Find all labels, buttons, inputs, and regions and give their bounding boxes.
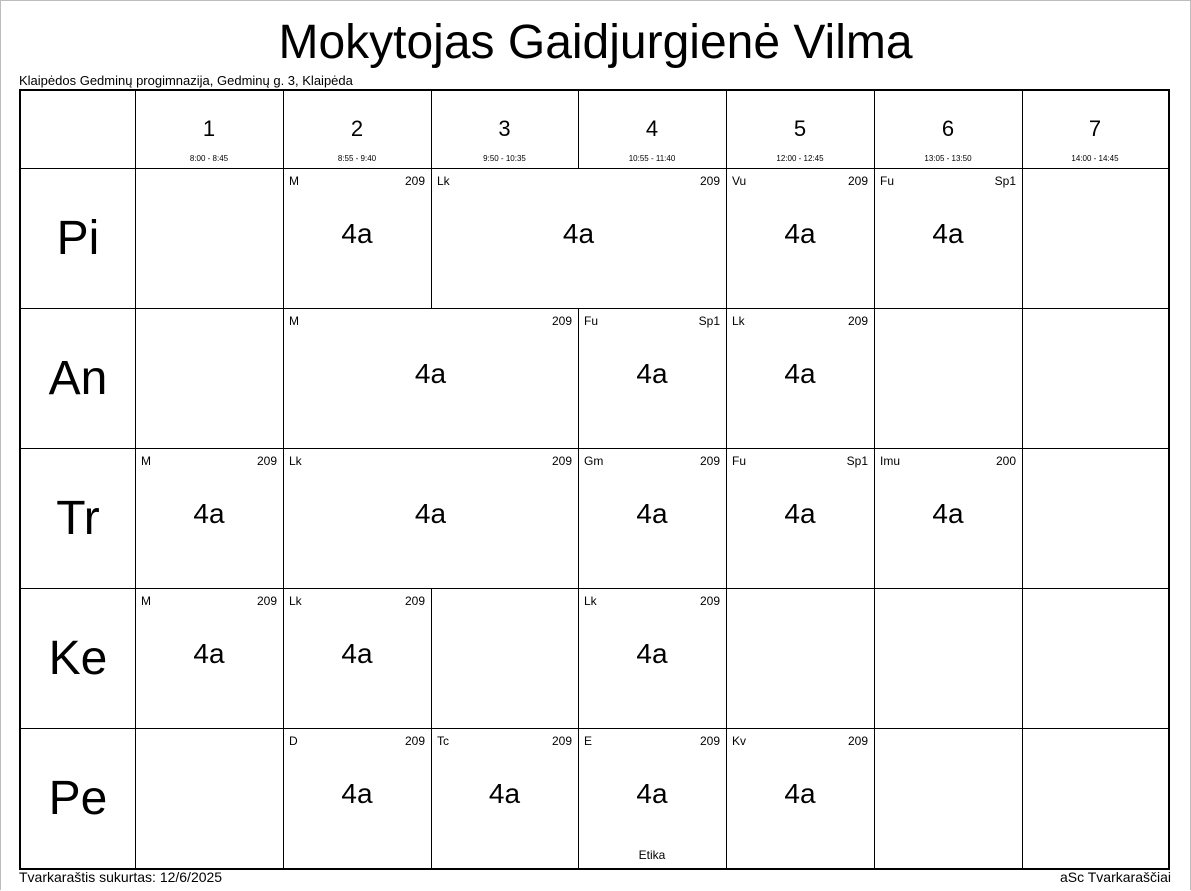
period-header <box>135 91 283 168</box>
day-label: Ke <box>48 631 108 685</box>
lesson-cell[interactable] <box>874 448 1022 588</box>
day-label-cell <box>21 168 135 308</box>
period-time: 12:00 - 12:45 <box>776 154 824 163</box>
lesson-cell[interactable] <box>726 308 874 448</box>
lesson-room: 209 <box>404 734 425 748</box>
lesson-class: 4a <box>784 358 816 389</box>
lesson-subject: M <box>289 174 299 188</box>
lesson-room: 209 <box>699 454 720 468</box>
lesson-note: Etika <box>638 848 666 862</box>
lesson-subject: Kv <box>732 734 747 748</box>
lesson-subject: Gm <box>584 454 604 468</box>
lesson-subject: Tc <box>437 734 449 748</box>
school-address: Klaipėdos Gedminų progimnazija, Gedminų g. 3, Klaipėda <box>19 73 353 88</box>
column-divider <box>1022 448 1023 588</box>
lesson-class: 4a <box>636 358 668 389</box>
lesson-room: 209 <box>847 174 868 188</box>
lesson-subject: E <box>584 734 593 748</box>
period-time: 8:55 - 9:40 <box>337 154 377 163</box>
column-divider <box>726 588 727 728</box>
lesson-room: 209 <box>699 734 720 748</box>
period-time: 8:00 - 8:45 <box>189 154 229 163</box>
lesson-cell[interactable] <box>283 448 578 588</box>
lesson-room: 209 <box>847 734 868 748</box>
day-label: Pi <box>56 211 100 265</box>
lesson-class: 4a <box>636 778 668 809</box>
lesson-room: 209 <box>404 594 425 608</box>
lesson-room: 209 <box>699 594 720 608</box>
lesson-subject: M <box>289 314 299 328</box>
column-divider <box>1022 168 1023 308</box>
column-divider <box>874 728 875 868</box>
period-number: 7 <box>1088 116 1102 141</box>
lesson-room: 209 <box>551 734 572 748</box>
lesson-room: 209 <box>256 454 277 468</box>
day-label-cell <box>21 308 135 448</box>
period-number: 3 <box>498 116 511 141</box>
created-date: Tvarkaraštis sukurtas: 12/6/2025 <box>19 869 223 885</box>
lesson-class: 4a <box>784 498 816 529</box>
lesson-cell[interactable] <box>135 588 283 728</box>
lesson-subject: Lk <box>437 174 450 188</box>
lesson-class: 4a <box>341 638 373 669</box>
timetable-grid <box>19 89 1170 870</box>
period-number: 4 <box>645 116 659 141</box>
lesson-subject: Lk <box>289 454 302 468</box>
lesson-cell[interactable] <box>578 588 726 728</box>
lesson-subject: Fu <box>732 454 747 468</box>
lesson-subject: Lk <box>732 314 745 328</box>
period-header <box>874 91 1022 168</box>
lesson-class: 4a <box>636 498 668 529</box>
lesson-cell[interactable] <box>135 448 283 588</box>
period-number: 6 <box>941 116 955 141</box>
column-divider <box>874 308 875 448</box>
period-number: 1 <box>202 116 216 141</box>
lesson-room: 209 <box>551 454 572 468</box>
lesson-cell[interactable] <box>283 168 431 308</box>
lesson-room: Sp1 <box>698 314 720 328</box>
lesson-subject: Lk <box>584 594 597 608</box>
period-number: 2 <box>350 116 364 141</box>
lesson-cell[interactable] <box>726 168 874 308</box>
lesson-room: 209 <box>699 174 720 188</box>
period-number: 5 <box>793 116 807 141</box>
lesson-cell[interactable] <box>283 308 578 448</box>
lesson-class: 4a <box>414 358 447 389</box>
day-label-cell <box>21 448 135 588</box>
lesson-cell[interactable] <box>578 448 726 588</box>
day-label: Tr <box>56 491 100 545</box>
column-divider <box>1022 728 1023 868</box>
period-header <box>726 91 874 168</box>
day-label: An <box>48 351 108 405</box>
period-header <box>1022 91 1168 168</box>
lesson-class: 4a <box>193 638 225 669</box>
lesson-class: 4a <box>562 218 595 249</box>
software-brand: aSc Tvarkaraščiai <box>1059 869 1171 885</box>
column-divider <box>1022 308 1023 448</box>
lesson-cell[interactable] <box>578 308 726 448</box>
lesson-class: 4a <box>488 778 521 809</box>
day-label: Pe <box>48 771 108 825</box>
day-label-cell <box>21 728 135 868</box>
lesson-subject: Lk <box>289 594 302 608</box>
lesson-class: 4a <box>784 778 816 809</box>
period-time: 9:50 - 10:35 <box>483 154 526 163</box>
period-time: 14:00 - 14:45 <box>1071 154 1119 163</box>
lesson-class: 4a <box>636 638 668 669</box>
lesson-cell[interactable] <box>726 448 874 588</box>
lesson-cell[interactable] <box>874 168 1022 308</box>
lesson-subject: D <box>289 734 298 748</box>
lesson-cell[interactable] <box>726 728 874 868</box>
lesson-subject: M <box>141 454 151 468</box>
column-divider <box>1022 588 1023 728</box>
lesson-class: 4a <box>414 498 447 529</box>
lesson-room: 209 <box>847 314 868 328</box>
period-time: 10:55 - 11:40 <box>628 154 676 163</box>
lesson-class: 4a <box>784 218 816 249</box>
lesson-subject: Vu <box>732 174 747 188</box>
page-title: Mokytojas Gaidjurgienė Vilma <box>278 16 913 69</box>
lesson-cell[interactable] <box>431 168 726 308</box>
lesson-cell[interactable] <box>283 728 431 868</box>
column-divider <box>874 588 875 728</box>
lesson-cell[interactable] <box>578 728 726 868</box>
column-divider <box>431 588 432 728</box>
lesson-subject: Fu <box>880 174 895 188</box>
period-header <box>578 91 726 168</box>
period-header <box>431 91 578 168</box>
lesson-room: 209 <box>551 314 572 328</box>
period-time: 13:05 - 13:50 <box>924 154 972 163</box>
lesson-cell[interactable] <box>283 588 431 728</box>
lesson-class: 4a <box>932 498 964 529</box>
lesson-subject: Imu <box>880 454 901 468</box>
lesson-room: 209 <box>256 594 277 608</box>
lesson-class: 4a <box>193 498 225 529</box>
lesson-room: 209 <box>404 174 425 188</box>
lesson-subject: M <box>141 594 151 608</box>
lesson-class: 4a <box>932 218 964 249</box>
lesson-subject: Fu <box>584 314 599 328</box>
period-header <box>283 91 431 168</box>
day-label-cell <box>21 588 135 728</box>
lesson-room: 200 <box>995 454 1016 468</box>
lesson-room: Sp1 <box>994 174 1016 188</box>
lesson-room: Sp1 <box>846 454 868 468</box>
lesson-class: 4a <box>341 778 373 809</box>
lesson-class: 4a <box>341 218 373 249</box>
lesson-cell[interactable] <box>431 728 578 868</box>
